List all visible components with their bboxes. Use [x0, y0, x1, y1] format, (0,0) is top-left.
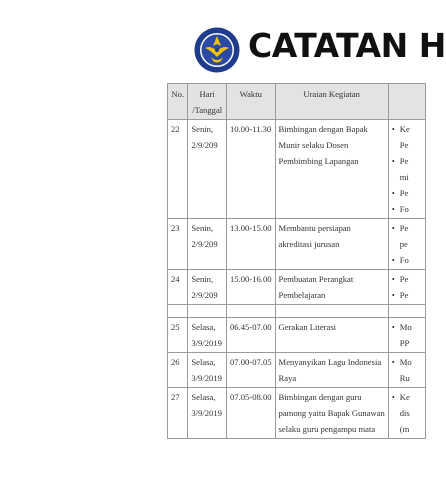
- output-item: • Pe: [392, 185, 422, 201]
- output-item: PP: [399, 338, 410, 348]
- output-item: Ru: [399, 373, 410, 383]
- cell-uraian-line: Bimbingan dengan guru: [278, 392, 362, 402]
- output-item: pe: [399, 239, 408, 249]
- cell-date: 3/9/2019: [191, 408, 222, 418]
- output-item: • Ke: [392, 389, 422, 405]
- header-no: No.: [168, 84, 188, 120]
- output-item: • Pe: [392, 220, 422, 236]
- output-item: • Pe: [392, 153, 422, 169]
- table-row: [168, 318, 426, 353]
- cell-no: 27: [168, 388, 188, 439]
- cell-output: [388, 388, 425, 439]
- cell-no: 24: [168, 270, 188, 305]
- cell-hari: [188, 318, 227, 353]
- cell-hari: [188, 270, 227, 305]
- output-item: • Mo: [392, 319, 422, 335]
- cell-waktu: 15.00-16.00: [227, 270, 276, 305]
- cell-uraian-line: Gerakan Literasi: [278, 322, 337, 332]
- cell-uraian-line: Munir selaku Dosen: [278, 140, 349, 150]
- output-item: • Fo: [392, 201, 422, 217]
- cell-output: [388, 120, 425, 219]
- table-row: [168, 270, 426, 305]
- output-item: mi: [399, 172, 409, 182]
- cell-hari: [188, 120, 227, 219]
- cell-uraian: [275, 219, 388, 270]
- cell-uraian-line: Menyanyikan Lagu Indonesia: [278, 357, 382, 367]
- cell-day: Senin,: [191, 274, 214, 284]
- cell-date: 3/9/2019: [191, 373, 222, 383]
- cell-hari: [188, 219, 227, 270]
- cell-uraian-line: Pembimbing Lapangan: [278, 156, 359, 166]
- cell-day: Senin,: [191, 124, 214, 134]
- output-item: (m: [399, 424, 410, 434]
- cell-date: 2/9/209: [191, 239, 218, 249]
- cell-date: 2/9/209: [191, 290, 218, 300]
- output-item: • Mo: [392, 354, 422, 370]
- cell-day: Selasa,: [191, 392, 216, 402]
- cell-waktu: 07.00-07.05: [227, 353, 276, 388]
- cell-output: [388, 270, 425, 305]
- header-hari-line: Hari: [199, 89, 215, 99]
- activity-log-table: [167, 83, 426, 439]
- output-item: • Pe: [392, 287, 422, 303]
- cell-waktu: 13.00-15.00: [227, 219, 276, 270]
- header-tanggal-line: /Tanggal: [192, 105, 223, 115]
- cell-date: 3/9/2019: [191, 338, 222, 348]
- cell-uraian: [275, 120, 388, 219]
- cell-uraian: [275, 270, 388, 305]
- cell-hari: [188, 353, 227, 388]
- table-row: [168, 388, 426, 439]
- empty-row: [168, 305, 426, 318]
- output-item: dis: [399, 408, 410, 418]
- cell-uraian: [275, 353, 388, 388]
- cell-day: Selasa,: [191, 357, 216, 367]
- cell-date: 2/9/209: [191, 140, 218, 150]
- university-logo: [194, 27, 240, 73]
- cell-uraian: [275, 388, 388, 439]
- cell-day: Senin,: [191, 223, 214, 233]
- cell-output: [388, 353, 425, 388]
- cell-uraian-line: Membantu persiapan: [278, 223, 351, 233]
- cell-output: [388, 318, 425, 353]
- cell-uraian-line: akreditasi jurusan: [278, 239, 340, 249]
- cell-uraian-line: Raya: [278, 373, 297, 383]
- table-row: [168, 219, 426, 270]
- cell-uraian-line: pamong yaitu Bapak Gunawan: [278, 408, 385, 418]
- cell-waktu: 07.05-08.00: [227, 388, 276, 439]
- cell-waktu: 10.00-11.30: [227, 120, 276, 219]
- cell-no: 26: [168, 353, 188, 388]
- cell-no: 22: [168, 120, 188, 219]
- cell-no: 23: [168, 219, 188, 270]
- output-item: • Ke: [392, 121, 422, 137]
- header-hari-tanggal: [188, 84, 227, 120]
- cell-hari: [188, 388, 227, 439]
- table-row: [168, 353, 426, 388]
- cell-no: 25: [168, 318, 188, 353]
- output-item: • Pe: [392, 271, 422, 287]
- cell-uraian: [275, 318, 388, 353]
- cell-uraian-line: Pembuatan Perangkat: [278, 274, 354, 284]
- table-row: [168, 120, 426, 219]
- cell-waktu: 06.45-07.00: [227, 318, 276, 353]
- cell-uraian-line: Pembelajaran: [278, 290, 326, 300]
- cell-uraian-line: Bimbingan dengan Bapak: [278, 124, 368, 134]
- cell-output: [388, 219, 425, 270]
- output-item: Pe: [399, 140, 409, 150]
- header-waktu: Waktu: [227, 84, 276, 120]
- page-title: CATATAN H: [248, 26, 446, 65]
- table-header-row: [168, 84, 426, 120]
- cell-uraian-line: selaku guru pengampu mata: [278, 424, 376, 434]
- header-output: [388, 84, 425, 120]
- cell-day: Selasa,: [191, 322, 216, 332]
- output-item: • Fo: [392, 252, 422, 268]
- header-uraian-kegiatan: Uraian Kegiatan: [275, 84, 388, 120]
